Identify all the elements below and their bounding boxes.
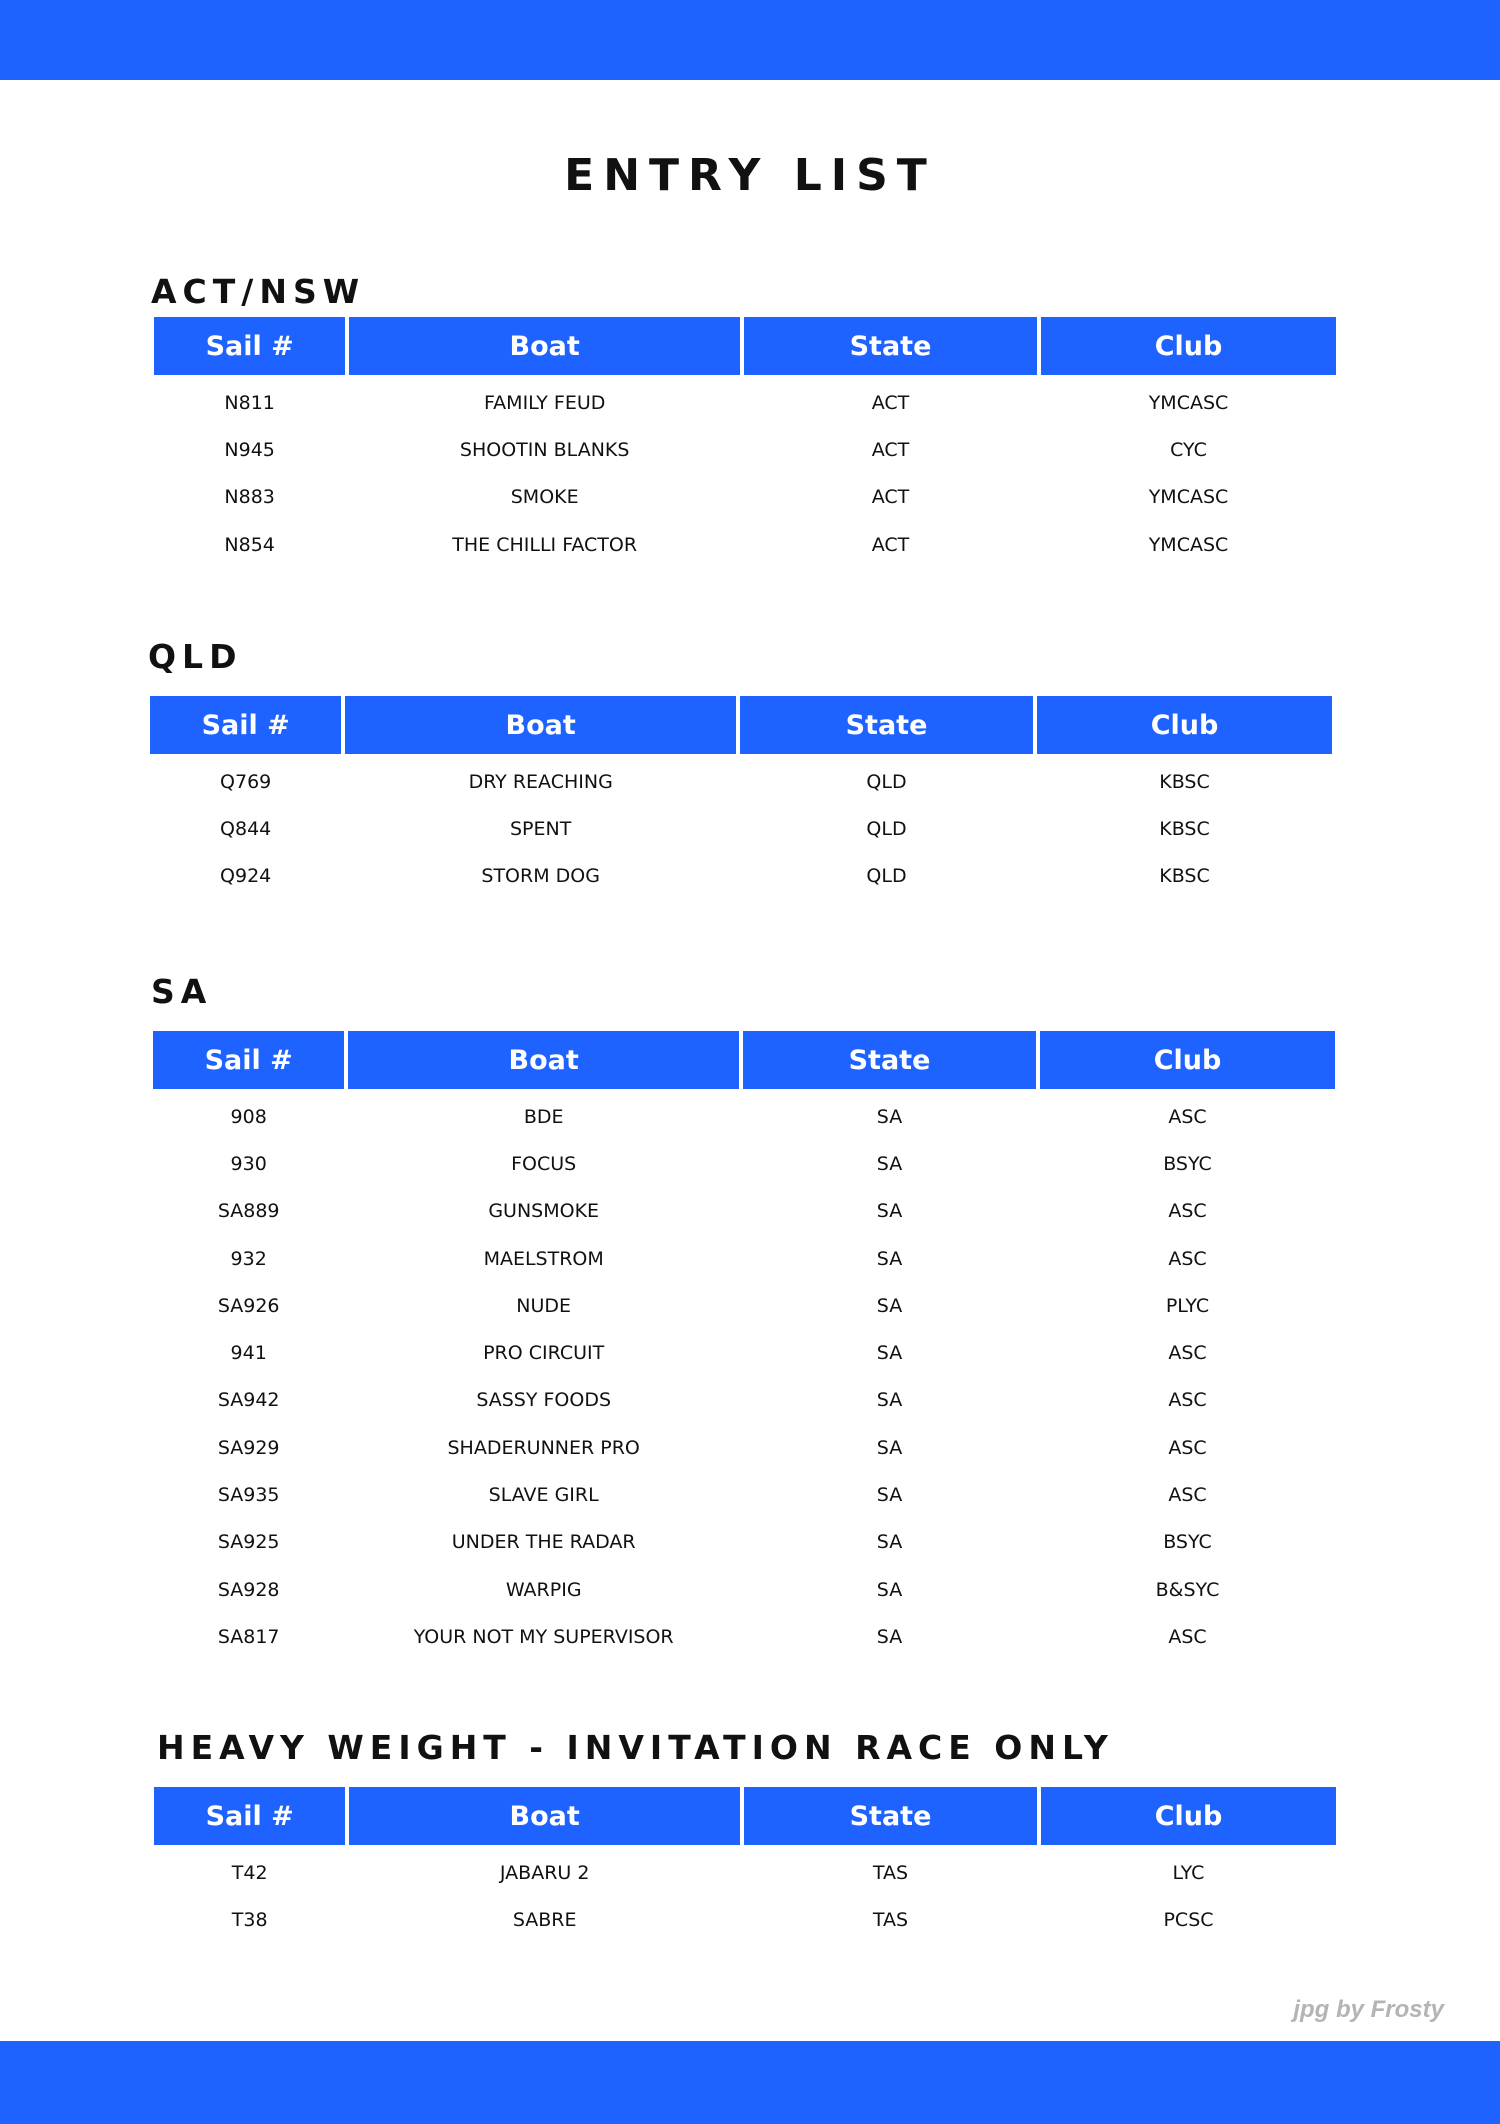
- cell-boat: FAMILY FEUD: [484, 391, 606, 414]
- cell-sail: 941: [230, 1342, 267, 1365]
- table-row: [153, 1140, 1335, 1187]
- table-header: [153, 1031, 1335, 1089]
- cell-state: QLD: [866, 770, 907, 793]
- table-body: [153, 1093, 1335, 1661]
- cell-club: BSYC: [1163, 1531, 1212, 1554]
- table-row: [150, 758, 1332, 805]
- table-row: [150, 853, 1332, 900]
- cell-club: ASC: [1168, 1342, 1207, 1365]
- table-row: [150, 805, 1332, 852]
- cell-boat: JABARU 2: [499, 1861, 590, 1884]
- cell-boat: MAELSTROM: [483, 1247, 604, 1270]
- cell-sail: N883: [224, 486, 275, 509]
- cell-state: ACT: [871, 391, 910, 414]
- cell-state: SA: [876, 1578, 903, 1601]
- table-row: [153, 1329, 1335, 1376]
- cell-boat: SASSY FOODS: [476, 1389, 612, 1412]
- cell-sail: SA935: [217, 1484, 280, 1507]
- cell-state: SA: [876, 1247, 903, 1270]
- cell-boat: PRO CIRCUIT: [483, 1342, 605, 1365]
- cell-boat: SHOOTIN BLANKS: [459, 438, 630, 461]
- cell-club: ASC: [1168, 1247, 1207, 1270]
- cell-club: YMCASC: [1148, 486, 1229, 509]
- cell-sail: SA925: [217, 1531, 280, 1554]
- cell-boat: NUDE: [516, 1294, 572, 1317]
- table-row: [153, 1282, 1335, 1329]
- cell-boat: SPENT: [510, 817, 572, 840]
- section-heading-heavy-weight: HEAVY WEIGHT - INVITATION RACE ONLY: [157, 1728, 1114, 1767]
- cell-state: SA: [876, 1531, 903, 1554]
- table-body: [154, 379, 1336, 568]
- cell-sail: Q844: [220, 817, 272, 840]
- cell-boat: YOUR NOT MY SUPERVISOR: [413, 1625, 674, 1648]
- cell-sail: 930: [230, 1152, 267, 1175]
- cell-sail: SA929: [217, 1436, 280, 1459]
- section-heading-act-nsw: ACT/NSW: [151, 272, 366, 311]
- column-header-club: Club: [1037, 696, 1332, 754]
- cell-boat: THE CHILLI FACTOR: [452, 533, 638, 556]
- table-row: [154, 1896, 1336, 1943]
- cell-state: SA: [876, 1625, 903, 1648]
- cell-sail: N854: [224, 533, 275, 556]
- entry-table-sa: [153, 1031, 1335, 1661]
- column-header-state: State: [740, 696, 1033, 754]
- table-header: [154, 1787, 1336, 1845]
- cell-boat: FOCUS: [511, 1152, 577, 1175]
- cell-sail: SA926: [217, 1294, 280, 1317]
- cell-boat: SLAVE GIRL: [488, 1484, 599, 1507]
- cell-sail: SA889: [217, 1200, 280, 1223]
- table-row: [153, 1235, 1335, 1282]
- table-body: [154, 1849, 1336, 1944]
- table-row: [153, 1613, 1335, 1660]
- cell-state: SA: [876, 1152, 903, 1175]
- column-header-sail: Sail #: [154, 1787, 345, 1845]
- cell-boat: DRY REACHING: [468, 770, 613, 793]
- column-header-boat: Boat: [349, 317, 740, 375]
- table-row: [154, 426, 1336, 473]
- table-row: [154, 521, 1336, 568]
- cell-state: SA: [876, 1294, 903, 1317]
- cell-club: ASC: [1168, 1436, 1207, 1459]
- column-header-sail: Sail #: [153, 1031, 344, 1089]
- section-heading-sa: SA: [151, 972, 213, 1011]
- cell-sail: SA928: [217, 1578, 280, 1601]
- cell-state: ACT: [871, 533, 910, 556]
- column-header-boat: Boat: [345, 696, 736, 754]
- page-title: ENTRY LIST: [564, 150, 936, 201]
- watermark-text: jpg by Frosty: [1293, 1996, 1444, 2023]
- cell-club: ASC: [1168, 1200, 1207, 1223]
- table-row: [153, 1471, 1335, 1518]
- entry-table-heavy-weight: [154, 1787, 1336, 1944]
- cell-sail: 932: [230, 1247, 267, 1270]
- cell-sail: 908: [230, 1105, 267, 1128]
- cell-sail: Q924: [220, 865, 272, 888]
- section-heading-qld: QLD: [148, 637, 243, 676]
- cell-state: ACT: [871, 438, 910, 461]
- cell-state: SA: [876, 1200, 903, 1223]
- entry-table-qld: [150, 696, 1332, 900]
- cell-boat: WARPIG: [505, 1578, 582, 1601]
- cell-state: SA: [876, 1342, 903, 1365]
- table-row: [153, 1188, 1335, 1235]
- cell-boat: SHADERUNNER PRO: [447, 1436, 640, 1459]
- table-header: [150, 696, 1332, 754]
- cell-sail: SA942: [217, 1389, 280, 1412]
- cell-club: KBSC: [1159, 770, 1210, 793]
- cell-club: ASC: [1168, 1625, 1207, 1648]
- column-header-state: State: [744, 1787, 1037, 1845]
- table-header: [154, 317, 1336, 375]
- cell-boat: STORM DOG: [481, 865, 600, 888]
- table-body: [150, 758, 1332, 900]
- cell-state: TAS: [872, 1861, 909, 1884]
- cell-sail: T38: [231, 1908, 268, 1931]
- cell-boat: BDE: [523, 1105, 564, 1128]
- cell-boat: UNDER THE RADAR: [451, 1531, 636, 1554]
- table-row: [153, 1519, 1335, 1566]
- table-row: [153, 1377, 1335, 1424]
- cell-club: LYC: [1172, 1861, 1205, 1884]
- cell-state: TAS: [872, 1908, 909, 1931]
- cell-club: PCSC: [1163, 1908, 1214, 1931]
- column-header-club: Club: [1041, 317, 1336, 375]
- cell-state: QLD: [866, 817, 907, 840]
- cell-club: KBSC: [1159, 865, 1210, 888]
- cell-club: YMCASC: [1148, 533, 1229, 556]
- column-header-boat: Boat: [349, 1787, 740, 1845]
- cell-club: KBSC: [1159, 817, 1210, 840]
- cell-sail: N811: [224, 391, 275, 414]
- table-row: [153, 1566, 1335, 1613]
- cell-state: SA: [876, 1105, 903, 1128]
- column-header-state: State: [743, 1031, 1036, 1089]
- cell-sail: T42: [231, 1861, 268, 1884]
- cell-club: CYC: [1170, 438, 1207, 461]
- table-row: [153, 1424, 1335, 1471]
- cell-state: QLD: [866, 865, 907, 888]
- table-row: [153, 1093, 1335, 1140]
- cell-sail: Q769: [220, 770, 272, 793]
- cell-sail: SA817: [217, 1625, 280, 1648]
- column-header-sail: Sail #: [150, 696, 341, 754]
- table-row: [154, 1849, 1336, 1896]
- cell-boat: SMOKE: [510, 486, 579, 509]
- cell-club: BSYC: [1163, 1152, 1212, 1175]
- cell-club: B&SYC: [1155, 1578, 1220, 1601]
- column-header-boat: Boat: [348, 1031, 739, 1089]
- column-header-club: Club: [1040, 1031, 1335, 1089]
- cell-boat: GUNSMOKE: [488, 1200, 600, 1223]
- cell-boat: SABRE: [512, 1908, 577, 1931]
- column-header-state: State: [744, 317, 1037, 375]
- entry-table-act-nsw: [154, 317, 1336, 568]
- column-header-club: Club: [1041, 1787, 1336, 1845]
- cell-state: ACT: [871, 486, 910, 509]
- table-row: [154, 474, 1336, 521]
- cell-sail: N945: [224, 438, 275, 461]
- cell-club: ASC: [1168, 1484, 1207, 1507]
- cell-state: SA: [876, 1484, 903, 1507]
- cell-state: SA: [876, 1436, 903, 1459]
- cell-club: ASC: [1168, 1389, 1207, 1412]
- cell-state: SA: [876, 1389, 903, 1412]
- cell-club: YMCASC: [1148, 391, 1229, 414]
- bottom-accent-band: [0, 2041, 1500, 2124]
- top-accent-band: [0, 0, 1500, 80]
- table-row: [154, 379, 1336, 426]
- cell-club: PLYC: [1165, 1294, 1210, 1317]
- cell-club: ASC: [1168, 1105, 1207, 1128]
- column-header-sail: Sail #: [154, 317, 345, 375]
